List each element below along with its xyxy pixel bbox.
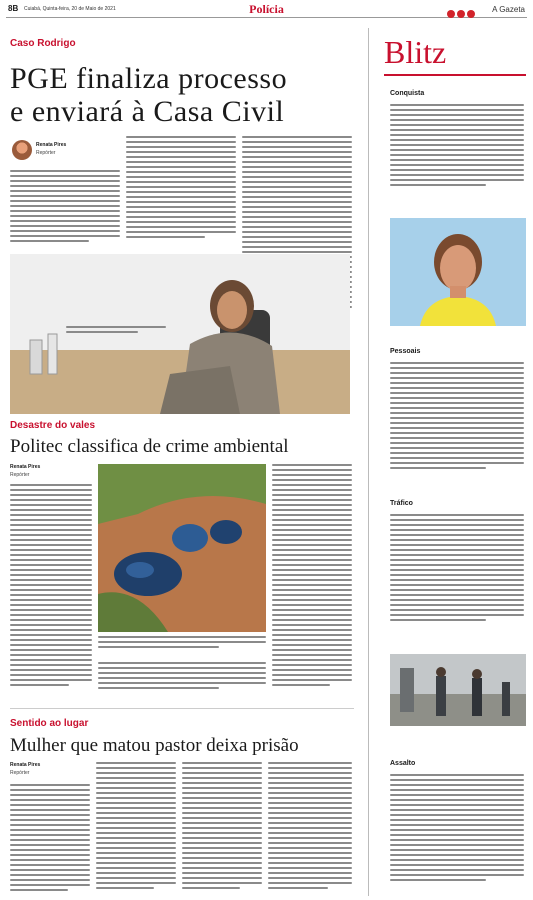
main-column — [10, 28, 354, 896]
sidebar-heading-4: Assalto — [390, 760, 416, 767]
story2-photo — [98, 464, 266, 632]
sidebar-text-1 — [390, 104, 524, 192]
story2-column-1 — [10, 484, 92, 694]
sidebar-photo-portrait — [390, 218, 526, 326]
story1-headline-line2: e enviará à Casa Civil — [10, 95, 285, 128]
story2-column-3 — [272, 464, 352, 696]
sidebar-heading-2: Pessoais — [390, 348, 421, 355]
page-number: 8B — [8, 4, 19, 13]
story3-column-3 — [182, 762, 262, 894]
story1-column-1 — [10, 170, 120, 250]
page-header — [6, 2, 527, 18]
brand-name: A Gazeta — [492, 5, 525, 14]
divider — [10, 708, 354, 709]
story3-column-1 — [10, 784, 90, 894]
sidebar-photo-scene — [390, 654, 526, 726]
column-rule — [368, 28, 369, 896]
story1-headline-line1: PGE finaliza processo — [10, 62, 288, 95]
story2-byline-name: Renata Pires — [10, 464, 41, 470]
story1-byline-name: Renata Pires — [36, 142, 67, 148]
byline-avatar — [12, 140, 32, 160]
sidebar — [384, 30, 526, 896]
sidebar-title: Blitz — [384, 34, 447, 70]
dateline: Cuiabá, Quinta-feira, 20 de Maio de 2021 — [24, 6, 116, 12]
story2-headline: Politec classifica de crime ambiental — [10, 436, 289, 457]
story2-column-2 — [98, 662, 266, 696]
story3-headline: Mulher que matou pastor deixa prisão — [10, 735, 299, 756]
story1-photo — [10, 254, 350, 414]
story1-kicker: Caso Rodrigo — [10, 38, 76, 49]
story3-byline-name: Renata Pires — [10, 762, 41, 768]
story2-kicker: Desastre do vales — [10, 420, 96, 431]
sidebar-heading-3: Tráfico — [390, 500, 413, 507]
story1-column-2 — [126, 136, 236, 254]
brand-dots-icon — [445, 5, 475, 23]
sidebar-heading-1: Conquista — [390, 90, 425, 97]
story3-column-2 — [96, 762, 176, 894]
sidebar-text-4 — [390, 774, 524, 894]
story2-photo-caption — [98, 636, 266, 654]
story1-byline-role: Repórter — [36, 150, 56, 156]
story3-column-4 — [268, 762, 352, 894]
sidebar-text-2 — [390, 362, 524, 480]
story3-kicker: Sentido ao lugar — [10, 718, 89, 729]
story3-byline-role: Repórter — [10, 770, 30, 776]
section-name: Polícia — [249, 2, 284, 16]
story1-photo-caption — [66, 326, 166, 338]
sidebar-text-3 — [390, 514, 524, 634]
story2-byline-role: Repórter — [10, 472, 30, 478]
sidebar-title-rule — [384, 74, 526, 76]
